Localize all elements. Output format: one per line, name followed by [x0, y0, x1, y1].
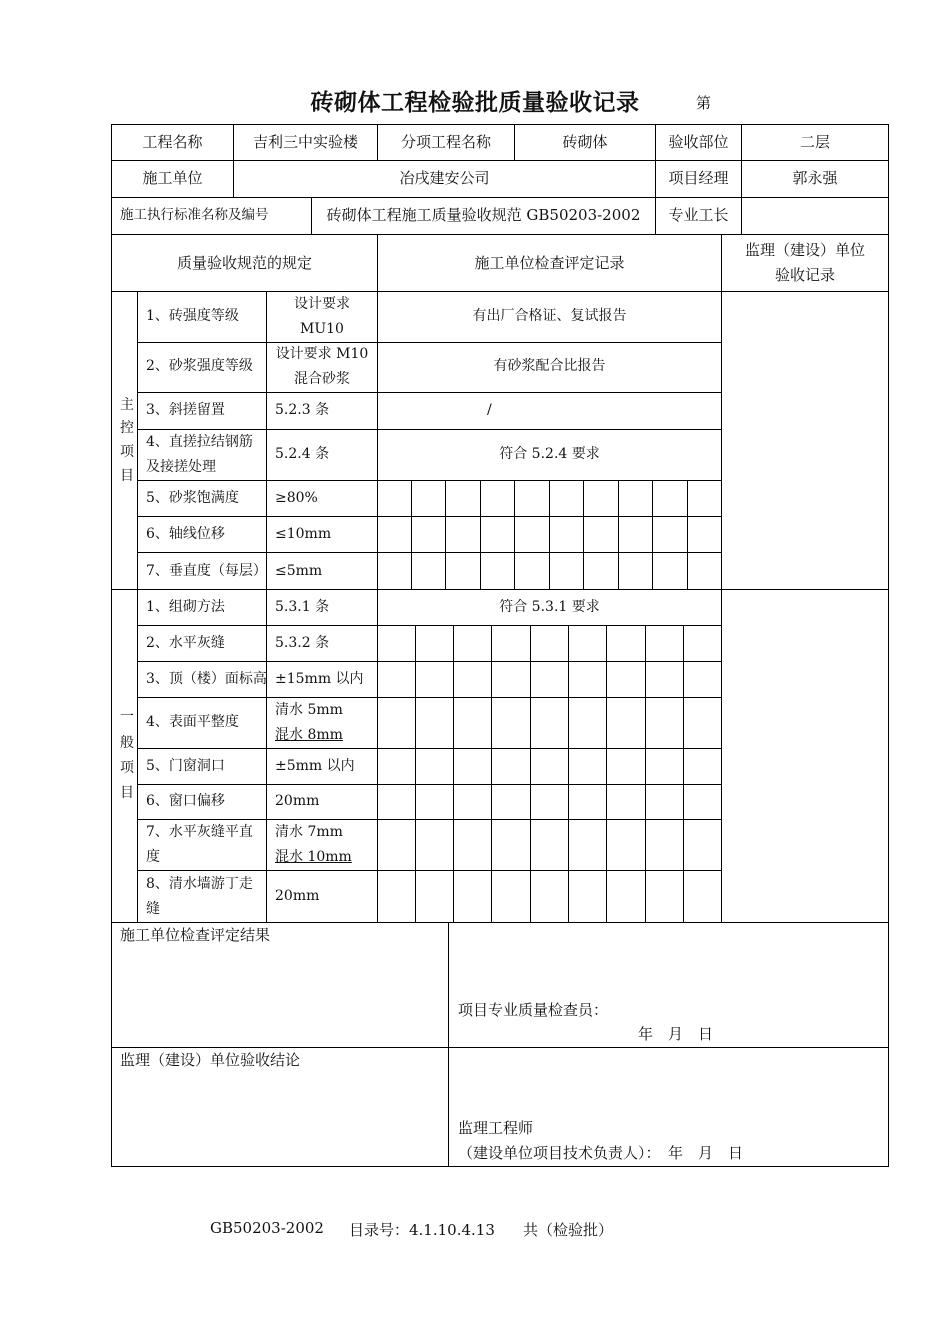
main-item-4-record[interactable]: 符合 5.2.4 要求: [499, 446, 600, 462]
general-item-1-req: 5.3.1 条: [275, 599, 330, 615]
project-manager-value[interactable]: 郭永强: [792, 169, 838, 187]
main-item-2-record[interactable]: 有砂浆配合比报告: [493, 358, 606, 374]
general-items-group-char-1: 一: [120, 709, 134, 725]
general-item-7-req-line2: 混水 10mm: [275, 849, 352, 865]
main-item-2-req-line2: 混合砂浆: [294, 371, 350, 387]
page-title: 砖砌体工程检验批质量验收记录: [310, 90, 640, 116]
general-item-3-req: ±15mm 以内: [275, 671, 364, 687]
main-item-1-record[interactable]: 有出厂合格证、复试报告: [472, 308, 627, 324]
general-item-7-name-line2: 度: [146, 849, 160, 865]
general-item-8-name-line1: 8、清水墙游丁走: [146, 876, 253, 892]
standard-label: 施工执行标准名称及编号: [120, 207, 269, 223]
general-item-5-name: 5、门窗洞口: [146, 758, 225, 774]
main-items-group-char-4: 目: [120, 468, 134, 484]
sub-project-value[interactable]: 砖砌体: [562, 133, 608, 151]
general-item-5-req: ±5mm 以内: [275, 758, 355, 774]
main-item-6-name: 6、轴线位移: [146, 526, 225, 542]
acceptance-part-label: 验收部位: [668, 133, 729, 151]
general-items-group-char-4: 目: [120, 785, 134, 801]
general-item-1-name: 1、组砌方法: [146, 599, 225, 615]
supervisor-column-header-line2: 验收记录: [774, 266, 835, 284]
general-item-1-record[interactable]: 符合 5.3.1 要求: [499, 599, 600, 615]
page-number-label: 第: [696, 94, 712, 112]
main-item-2-req-line1: 设计要求 M10: [275, 346, 369, 362]
main-item-7-req: ≤5mm: [275, 563, 323, 579]
general-item-7-name-line1: 7、水平灰缝平直: [146, 824, 253, 840]
general-item-4-name: 4、表面平整度: [146, 714, 239, 730]
main-item-3-record[interactable]: /: [487, 402, 492, 418]
foreman-label: 专业工长: [668, 206, 729, 224]
main-items-group-char-1: 主: [120, 397, 134, 413]
general-item-4-req-line2: 混水 8mm: [275, 727, 343, 743]
main-item-7-name: 7、垂直度（每层）: [146, 563, 267, 579]
contractor-value[interactable]: 冶戌建安公司: [399, 169, 490, 187]
project-name-value[interactable]: 吉利三中实验楼: [252, 133, 358, 151]
contractor-check-column-header: 施工单位检查评定记录: [474, 254, 625, 272]
main-item-5-req: ≥80%: [275, 490, 318, 506]
general-item-7-req-line1: 清水 7mm: [275, 824, 343, 840]
supervisor-conclusion-label: 监理（建设）单位验收结论: [120, 1051, 301, 1069]
acceptance-part-value[interactable]: 二层: [799, 133, 830, 151]
main-item-4-name-line1: 4、直搓拉结钢筋: [146, 434, 253, 450]
main-item-2-name: 2、砂浆强度等级: [146, 358, 253, 374]
general-item-8-req: 20mm: [275, 888, 320, 904]
general-items-group-char-3: 项: [120, 760, 134, 776]
main-item-4-name-line2: 及接搓处理: [146, 459, 216, 475]
standard-value[interactable]: 砖砌体工程施工质量验收规范 GB50203-2002: [326, 206, 641, 224]
main-item-3-req: 5.2.3 条: [275, 402, 330, 418]
general-item-2-name: 2、水平灰缝: [146, 635, 225, 651]
main-item-6-req: ≤10mm: [275, 526, 332, 542]
general-item-6-req: 20mm: [275, 793, 320, 809]
tech-lead-signature-date[interactable]: （建设单位项目技术负责人）： 年 月 日: [458, 1144, 744, 1162]
general-item-3-name: 3、顶（楼）面标高: [146, 671, 267, 687]
main-item-4-req: 5.2.4 条: [275, 446, 330, 462]
contractor-result-label: 施工单位检查评定结果: [120, 926, 271, 944]
result-date[interactable]: 年 月 日: [638, 1025, 714, 1043]
general-item-8-name-line2: 缝: [146, 901, 160, 917]
main-item-3-name: 3、斜搓留置: [146, 402, 225, 418]
main-items-group-char-3: 项: [120, 444, 134, 460]
supervising-engineer-label: 监理工程师: [458, 1119, 534, 1137]
quality-inspector-label: 项目专业质量检查员：: [458, 1001, 609, 1019]
footer-batch-count: 共（检验批）: [523, 1221, 614, 1239]
main-item-1-req-line1: 设计要求: [294, 296, 350, 312]
general-item-6-name: 6、窗口偏移: [146, 793, 225, 809]
general-item-2-req: 5.3.2 条: [275, 635, 330, 651]
footer-standard-code: GB50203-2002: [210, 1219, 324, 1237]
supervisor-column-header-line1: 监理（建设）单位: [744, 241, 865, 259]
contractor-label: 施工单位: [142, 169, 203, 187]
main-item-1-name: 1、砖强度等级: [146, 308, 239, 324]
main-item-5-name: 5、砂浆饱满度: [146, 490, 239, 506]
main-item-1-req-line2: MU10: [300, 321, 344, 337]
project-manager-label: 项目经理: [668, 169, 729, 187]
project-name-label: 工程名称: [142, 133, 203, 151]
general-item-4-req-line1: 清水 5mm: [275, 702, 343, 718]
sub-project-label: 分项工程名称: [400, 133, 491, 151]
general-items-group-char-2: 般: [120, 735, 134, 751]
main-items-group-char-2: 控: [120, 420, 134, 436]
footer-catalog-number: 目录号：4.1.10.4.13: [349, 1221, 495, 1239]
spec-column-header: 质量验收规范的规定: [176, 254, 312, 272]
